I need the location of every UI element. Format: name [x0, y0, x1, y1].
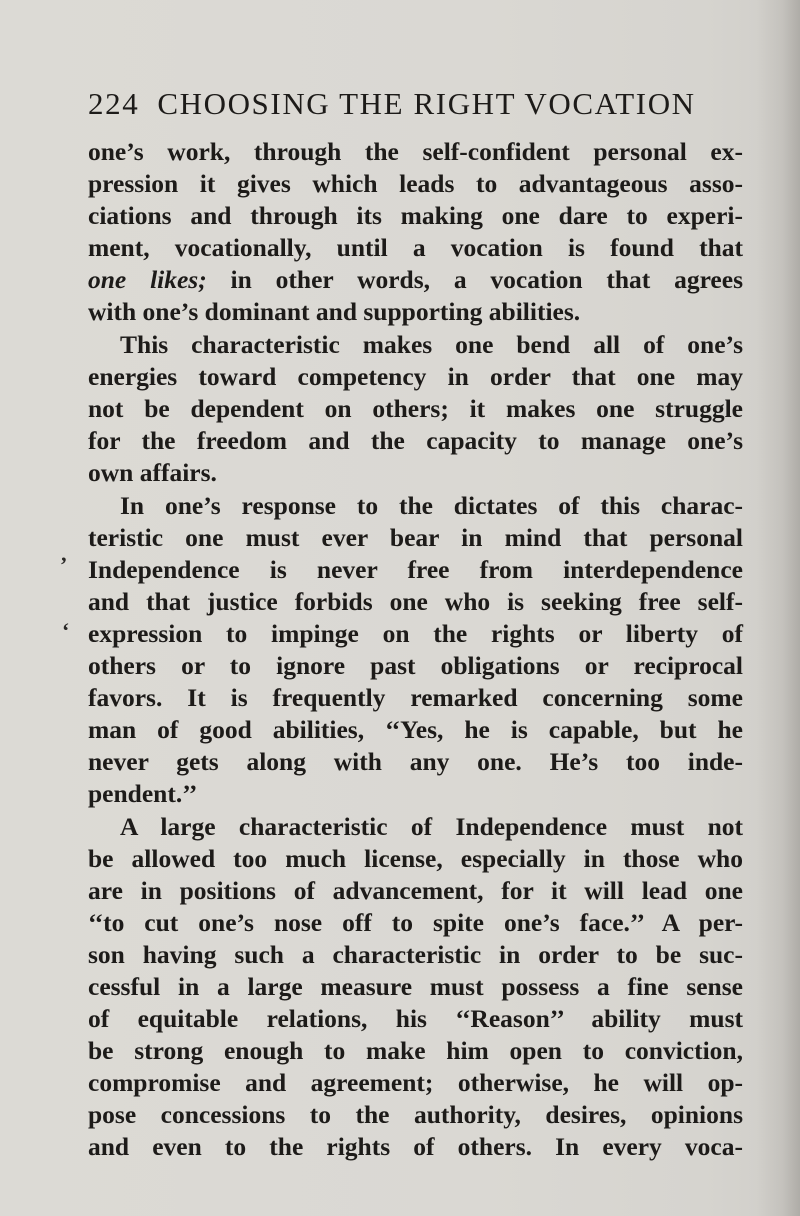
- text-line: and that justice forbids one who is seeking free self-: [88, 587, 743, 616]
- text-line: son having such a characteristic in order to be suc-: [88, 940, 743, 969]
- text-line: compromise and agreement; otherwise, he will op-: [88, 1068, 743, 1097]
- text-line: with one’s dominant and supporting abilities.: [88, 297, 581, 326]
- text-line: one’s work, through the self-confident personal ex-: [88, 137, 743, 166]
- text-line: ment, vocationally, until a vocation is found that: [88, 233, 743, 262]
- text-line: own affairs.: [88, 458, 217, 487]
- text-line: not be dependent on others; it makes one struggle: [88, 394, 743, 423]
- margin-mark: ’: [60, 552, 68, 577]
- text-line: man of good abilities, ‘‘Yes, he is capable, but he: [88, 715, 743, 744]
- paragraph-first-line: In one’s response to the dictates of this charac-: [120, 491, 743, 520]
- text-line: of equitable relations, his ‘‘Reason’’ ability must: [88, 1004, 743, 1033]
- text-line: and even to the rights of others. In every voca-: [88, 1132, 743, 1161]
- text-line: favors. It is frequently remarked concerning some: [88, 683, 743, 712]
- margin-mark: ‘: [62, 618, 70, 643]
- running-title: CHOOSING THE RIGHT VOCATION: [157, 86, 696, 121]
- text-line: be strong enough to make him open to conviction,: [88, 1036, 743, 1065]
- paragraph-first-line: A large characteristic of Independence must not: [120, 812, 743, 841]
- text-line: be allowed too much license, especially in those who: [88, 844, 743, 873]
- italic-phrase: one likes;: [88, 265, 207, 294]
- running-head: [88, 86, 748, 122]
- page-edge-shadow: [756, 0, 800, 1216]
- text-line: never gets along with any one. He’s too inde-: [88, 747, 743, 776]
- text-line: for the freedom and the capacity to manage one’s: [88, 426, 743, 455]
- text-line: one likes; in other words, a vocation that agrees: [88, 265, 743, 294]
- paragraph-first-line: This characteristic makes one bend all of one’s: [120, 330, 743, 359]
- text-line: teristic one must ever bear in mind that personal: [88, 523, 743, 552]
- text-line: pose concessions to the authority, desires, opinions: [88, 1100, 743, 1129]
- text-line: expression to impinge on the rights or liberty of: [88, 619, 743, 648]
- text-line: ‘‘to cut one’s nose off to spite one’s face.’’ A per-: [88, 908, 743, 937]
- text-line: others or to ignore past obligations or reciprocal: [88, 651, 743, 680]
- text-line: pendent.’’: [88, 779, 198, 808]
- text-line: pression it gives which leads to advantageous asso-: [88, 169, 743, 198]
- text-line: cessful in a large measure must possess a fine sense: [88, 972, 743, 1001]
- page-number: 224: [88, 86, 140, 121]
- text-line: energies toward competency in order that one may: [88, 362, 743, 391]
- text-line: ciations and through its making one dare to experi-: [88, 201, 743, 230]
- text-line: are in positions of advancement, for it will lead one: [88, 876, 743, 905]
- text-line: Independence is never free from interdependence: [88, 555, 743, 584]
